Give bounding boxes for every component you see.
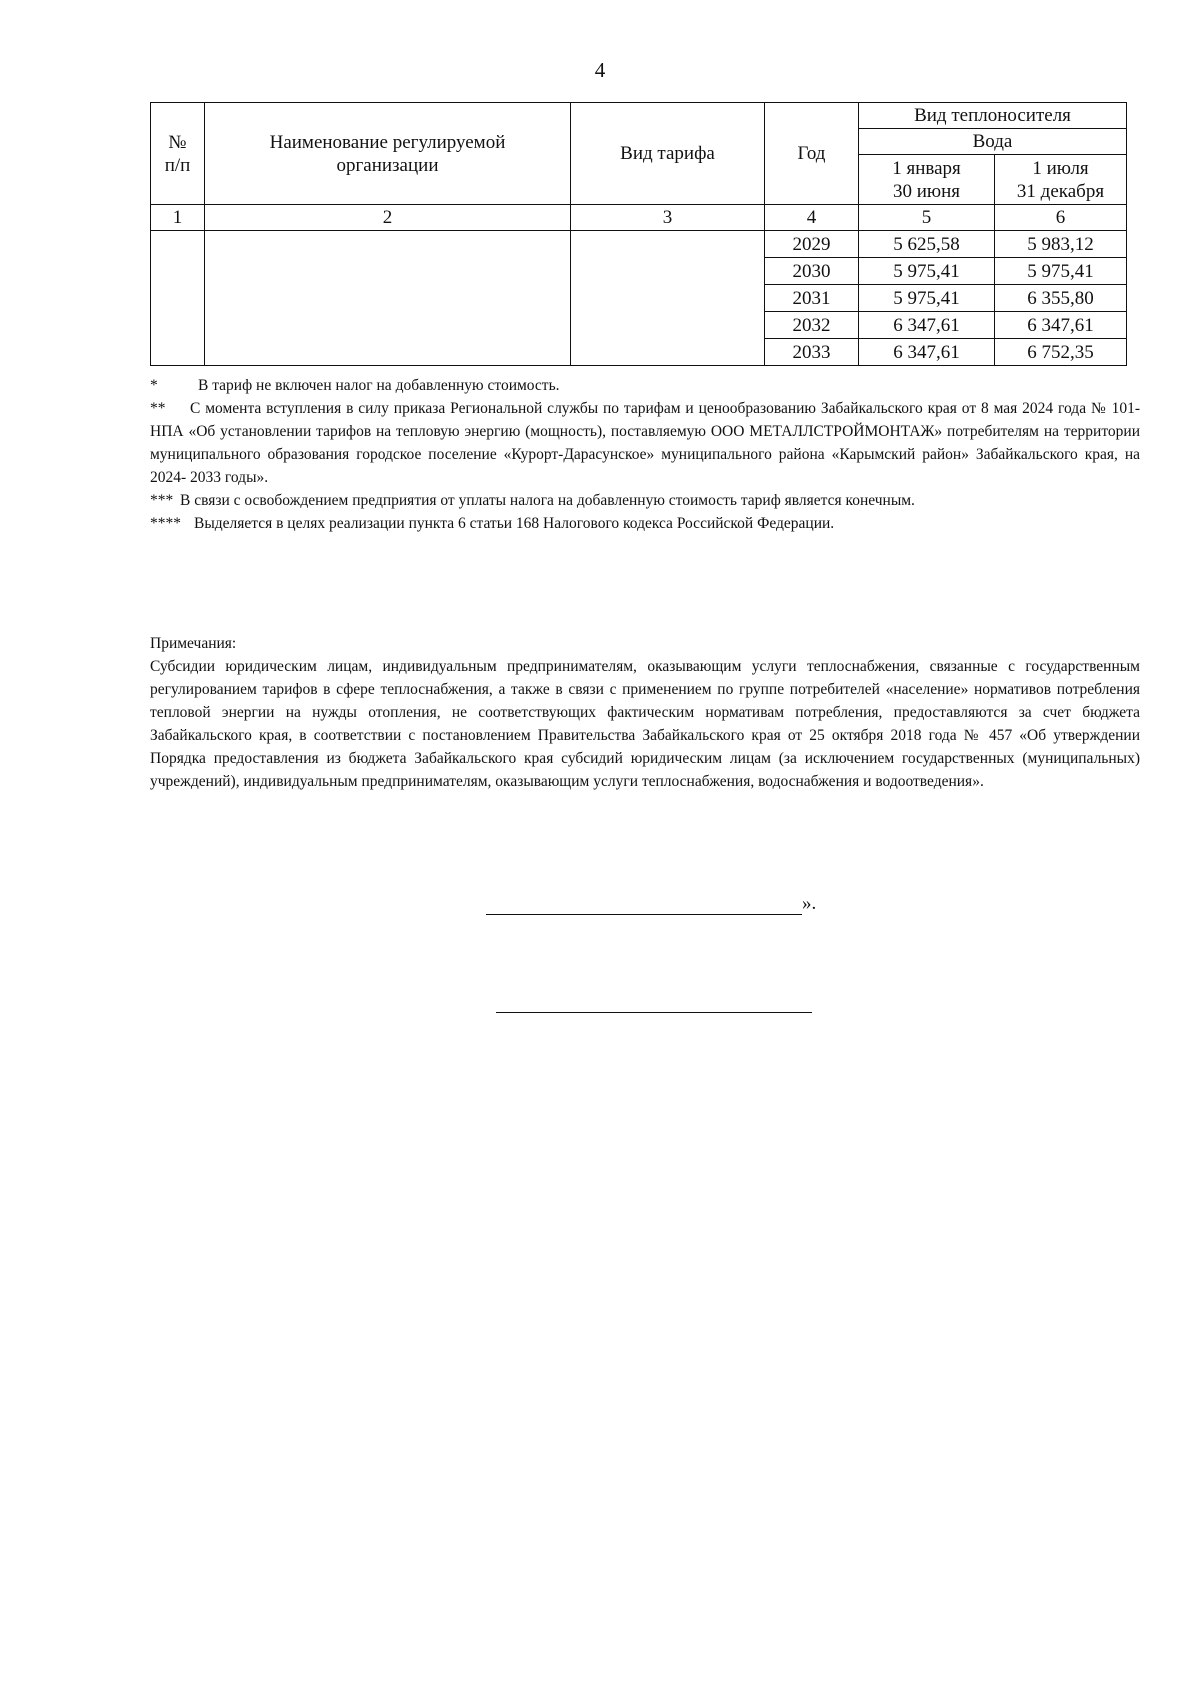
header-org-line1: Наименование регулируемой [269, 131, 506, 153]
closing-line [486, 892, 816, 915]
column-number: 3 [571, 205, 765, 231]
header-period1 [859, 155, 995, 205]
org-cell-empty [205, 231, 571, 366]
signature-line [486, 892, 802, 915]
column-number: 1 [151, 205, 205, 231]
tariff-cell-empty [571, 231, 765, 366]
header-period2-line2: 31 декабря [1016, 180, 1105, 202]
header-period2-line1: 1 июля [1032, 157, 1089, 179]
footnote-1 [150, 374, 1140, 397]
footnote-text: В связи с освобождением предприятия от уплаты налога на добавленную стоимость тариф является конечным. [180, 492, 915, 509]
column-number: 4 [765, 205, 859, 231]
notes-text: Субсидии юридическим лицам, индивидуальным предпринимателям, оказывающим услуги теплоснабжения, связанные с государственным регулированием тарифов в сфере теплоснабжения, а также в связи с применением по группе потребителей «население» нормативов потребления тепловой энергии на нужды отопления, не соответствующих фактическим нормативам потребления, предоставляются за счет бюджета Забайкальского края, в соответствии с постановлением Правительства Забайкальского края от 25 октября 2018 года № 457 «Об утверждении Порядка предоставления из бюджета Забайкальского края субсидий юридическим лицам (за исключением государственных (муниципальных) учреждений), индивидуальным предпринимателям, оказывающим услуги теплоснабжения, водоснабжения и водоотведения». [150, 658, 1140, 790]
footnote-mark: ** [150, 400, 166, 417]
footnotes [150, 374, 1140, 535]
closing-quote: ». [802, 893, 817, 914]
header-year: Год [765, 103, 859, 205]
year-cell: 2031 [765, 285, 859, 312]
footnote-text: С момента вступления в силу приказа Региональной службы по тарифам и ценообразованию Забайкальского края от 8 мая 2024 года № 101-НПА «Об установлении тарифов на тепловую энергию (мощность), поставляемую ООО МЕТАЛЛСТРОЙМОНТАЖ» потребителям на территории муниципального образования городское поселение «Курорт-Дарасунское» муниципального района «Карымский район» Забайкальского края, на 2024- 2033 годы». [150, 400, 1140, 486]
notes-section [150, 632, 1140, 793]
num-cell-empty [151, 231, 205, 366]
footnote-text: Выделяется в целях реализации пункта 6 статьи 168 Налогового кодекса Российской Федерации. [194, 515, 835, 532]
footnote-mark: *** [150, 492, 174, 509]
footnote-text: В тариф не включен налог на добавленную стоимость. [198, 377, 560, 394]
table-row [151, 231, 1127, 258]
column-number: 6 [995, 205, 1127, 231]
notes-heading: Примечания: [150, 635, 237, 652]
tariff-h2-cell: 6 347,61 [995, 312, 1127, 339]
tariff-h1-cell: 6 347,61 [859, 339, 995, 366]
tariff-h2-cell: 6 355,80 [995, 285, 1127, 312]
header-num-line2: п/п [164, 154, 191, 176]
year-cell: 2030 [765, 258, 859, 285]
footnote-2 [150, 397, 1140, 489]
footnote-4 [150, 512, 1140, 535]
header-org [205, 103, 571, 205]
header-period1-line1: 1 января [892, 157, 961, 179]
header-period2 [995, 155, 1127, 205]
page-number: 4 [594, 58, 606, 82]
year-cell: 2033 [765, 339, 859, 366]
tariff-h1-cell: 5 975,41 [859, 258, 995, 285]
column-numbers-row [151, 205, 1127, 231]
tariff-h2-cell: 5 975,41 [995, 258, 1127, 285]
header-num-line1: № [168, 131, 187, 153]
tariff-table [150, 102, 1127, 366]
header-water: Вода [859, 129, 1127, 155]
tariff-h1-cell: 5 625,58 [859, 231, 995, 258]
header-org-line2: организации [336, 154, 439, 176]
tariff-h1-cell: 5 975,41 [859, 285, 995, 312]
tariff-h2-cell: 6 752,35 [995, 339, 1127, 366]
column-number: 2 [205, 205, 571, 231]
header-carrier: Вид теплоносителя [859, 103, 1127, 129]
end-rule [496, 1012, 812, 1013]
footnote-mark: * [150, 377, 158, 394]
year-cell: 2032 [765, 312, 859, 339]
column-number: 5 [859, 205, 995, 231]
footnote-mark: **** [150, 515, 181, 532]
footnote-3 [150, 489, 1140, 512]
header-num [151, 103, 205, 205]
tariff-h2-cell: 5 983,12 [995, 231, 1127, 258]
header-period1-line2: 30 июня [892, 180, 961, 202]
header-tariff-type: Вид тарифа [571, 103, 765, 205]
year-cell: 2029 [765, 231, 859, 258]
tariff-h1-cell: 6 347,61 [859, 312, 995, 339]
